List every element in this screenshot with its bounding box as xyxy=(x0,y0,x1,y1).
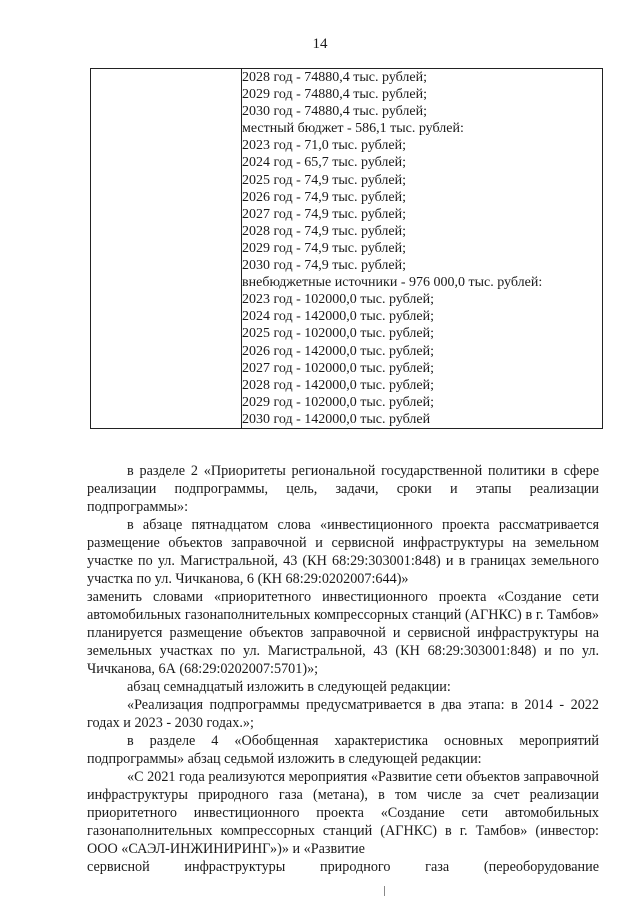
table-row xyxy=(91,69,603,429)
scan-mark xyxy=(384,886,391,896)
funding-line: 2026 год - 142000,0 тыс. рублей; xyxy=(242,343,435,359)
paragraph-section-2: в разделе 2 «Приоритеты региональной государственной политики в сфере реализации подпрограммы, цель, задачи, сроки и этапы реализации подпрограммы»: xyxy=(87,463,599,515)
funding-line: 2026 год - 74,9 тыс. рублей; xyxy=(242,189,407,205)
funding-line: 2030 год - 74880,4 тыс. рублей; xyxy=(242,104,428,120)
document-body xyxy=(87,462,599,876)
paragraph-stages: «Реализация подпрограммы предусматривается в два этапа: в 2014 - 2022 годах и 2023 - 2030 годах.»; xyxy=(87,697,599,731)
funding-line: 2029 год - 74,9 тыс. рублей; xyxy=(242,240,407,256)
funding-line: местный бюджет - 586,1 тыс. рублей: xyxy=(242,121,464,137)
funding-line: 2027 год - 74,9 тыс. рублей; xyxy=(242,206,407,222)
funding-line: 2028 год - 74,9 тыс. рублей; xyxy=(242,223,407,239)
funding-line: 2023 год - 102000,0 тыс. рублей; xyxy=(242,292,435,308)
paragraph-abzac-15: в абзаце пятнадцатом слова «инвестиционного проекта рассматривается размещение объектов заправочной и сервисной инфраструктуры на земельном участке по ул. Магистральной, 43 (КН 68:29:303001:848) и в границах земельного участка по ул. Чичканова, 6 (КН 68:29:0202007:644)» xyxy=(87,517,599,587)
funding-line: 2028 год - 74880,4 тыс. рублей; xyxy=(242,70,428,85)
paragraph-abzac-17: абзац семнадцатый изложить в следующей редакции: xyxy=(127,679,451,695)
paragraph-since-2021: «С 2021 года реализуются мероприятия «Развитие сети объектов заправочной инфраструктуры природного газа (метана), в том числе за счет реализации приоритетного инвестиционного проекта «Создание сети автомобильных газонаполнительных компрессорных станций (АГНКС) в г. Тамбов» (инвестор: ООО «САЭЛ-ИНЖИНИРИНГ»)» и «Развитие xyxy=(87,769,599,857)
table-left-cell xyxy=(91,69,242,429)
funding-table xyxy=(90,68,603,429)
funding-line: 2025 год - 102000,0 тыс. рублей; xyxy=(242,326,435,342)
page-number: 14 xyxy=(312,36,328,52)
funding-line: внебюджетные источники - 976 000,0 тыс. рублей: xyxy=(242,275,543,291)
paragraph-replace: заменить словами «приоритетного инвестиционного проекта «Создание сети автомобильных газонаполнительных компрессорных станций (АГНКС) в г. Тамбов» планируется размещение объектов заправочной и сервисной инфраструктуры на земельных участках по ул. Магистральной, 43 (КН 68:29:303001:848) и по ул. Чичканова, 6А (68:29:0202007:5701)»; xyxy=(87,589,599,677)
table-right-cell xyxy=(242,69,603,429)
funding-line: 2028 год - 142000,0 тыс. рублей; xyxy=(242,377,435,393)
funding-line: 2029 год - 74880,4 тыс. рублей; xyxy=(242,87,428,103)
funding-line: 2030 год - 142000,0 тыс. рублей xyxy=(242,411,431,427)
funding-line: 2030 год - 74,9 тыс. рублей; xyxy=(242,258,407,274)
paragraph-last-line: сервисной инфраструктуры природного газа (переоборудование xyxy=(87,859,599,875)
paragraph-section-4: в разделе 4 «Обобщенная характеристика основных мероприятий подпрограммы» абзац седьмой изложить в следующей редакции: xyxy=(87,733,599,767)
funding-line: 2027 год - 102000,0 тыс. рублей; xyxy=(242,360,435,376)
funding-line: 2024 год - 142000,0 тыс. рублей; xyxy=(242,309,435,325)
funding-line: 2025 год - 74,9 тыс. рублей; xyxy=(242,172,407,188)
funding-line: 2029 год - 102000,0 тыс. рублей; xyxy=(242,394,435,410)
funding-line: 2023 год - 71,0 тыс. рублей; xyxy=(242,138,407,154)
funding-line: 2024 год - 65,7 тыс. рублей; xyxy=(242,155,407,171)
